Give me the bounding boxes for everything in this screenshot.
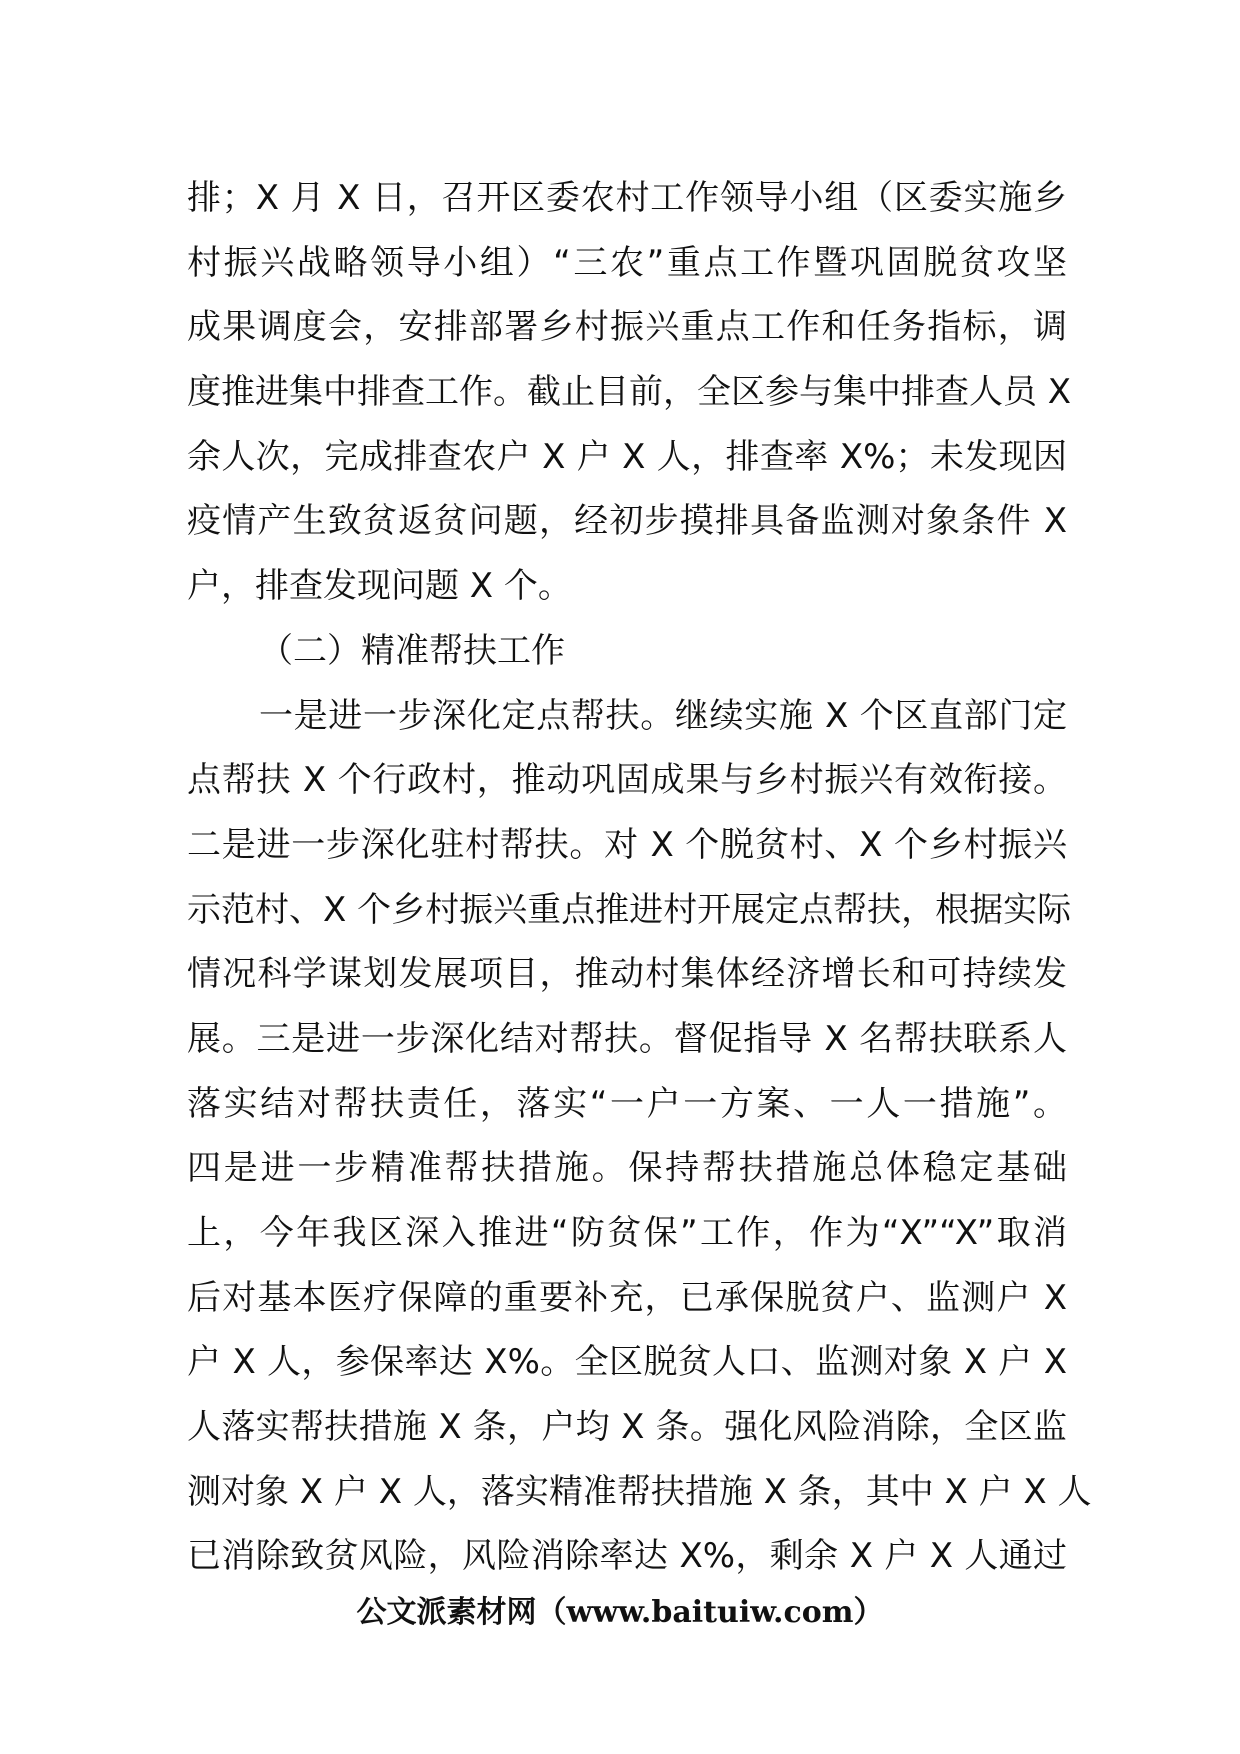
text-line: 成果调度会，安排部署乡村振兴重点工作和任务指标，调 — [187, 307, 1067, 348]
text-line: 人落实帮扶措施 X 条，户均 X 条。强化风险消除，全区监 — [187, 1407, 1067, 1448]
text-line: 余人次，完成排查农户 X 户 X 人，排查率 X%；未发现因 — [187, 436, 1067, 477]
text-line: 测对象 X 户 X 人，落实精准帮扶措施 X 条，其中 X 户 X 人 — [187, 1471, 1092, 1512]
text-line: 四是进一步精准帮扶措施。保持帮扶措施总体稳定基础 — [187, 1148, 1067, 1189]
text-line: 点帮扶 X 个行政村，推动巩固成果与乡村振兴有效衔接。 — [187, 760, 1067, 801]
text-line: 二是进一步深化驻村帮扶。对 X 个脱贫村、X 个乡村振兴 — [187, 824, 1067, 865]
document-body — [187, 166, 1092, 1589]
text-line: 已消除致贫风险，风险消除率达 X%，剩余 X 户 X 人通过 — [187, 1536, 1067, 1577]
text-line: 户 X 人，参保率达 X%。全区脱贫人口、监测对象 X 户 X — [187, 1342, 1067, 1383]
text-line: 上，今年我区深入推进“防贫保”工作，作为“X”“X”取消 — [187, 1213, 1067, 1253]
text-line: 示范村、X 个乡村振兴重点推进村开展定点帮扶，根据实际 — [187, 889, 1072, 930]
text-line: 情况科学谋划发展项目，推动村集体经济增长和可持续发 — [187, 954, 1067, 995]
text-line: 疫情产生致贫返贫问题，经初步摸排具备监测对象条件 X — [187, 501, 1067, 542]
text-line: 户，排查发现问题 X 个。 — [187, 566, 572, 607]
text-line: 一是进一步深化定点帮扶。继续实施 X 个区直部门定 — [259, 695, 1067, 736]
text-line: 展。三是进一步深化结对帮扶。督促指导 X 名帮扶联系人 — [187, 1018, 1067, 1059]
section-heading: （二）精准帮扶工作 — [259, 630, 565, 671]
text-line: 排；X 月 X 日，召开区委农村工作领导小组（区委实施乡 — [187, 178, 1067, 218]
text-line: 落实结对帮扶责任，落实“一户一方案、一人一措施”。 — [187, 1083, 1067, 1124]
text-line: 后对基本医疗保障的重要补充，已承保脱贫户、监测户 X — [187, 1277, 1067, 1318]
text-line: 村振兴战略领导小组）“三农”重点工作暨巩固脱贫攻坚 — [187, 242, 1067, 283]
footer-watermark: 公文派素材网（www.baituiw.com） — [356, 1595, 884, 1630]
text-line: 度推进集中排查工作。截止目前，全区参与集中排查人员 X — [187, 372, 1072, 413]
